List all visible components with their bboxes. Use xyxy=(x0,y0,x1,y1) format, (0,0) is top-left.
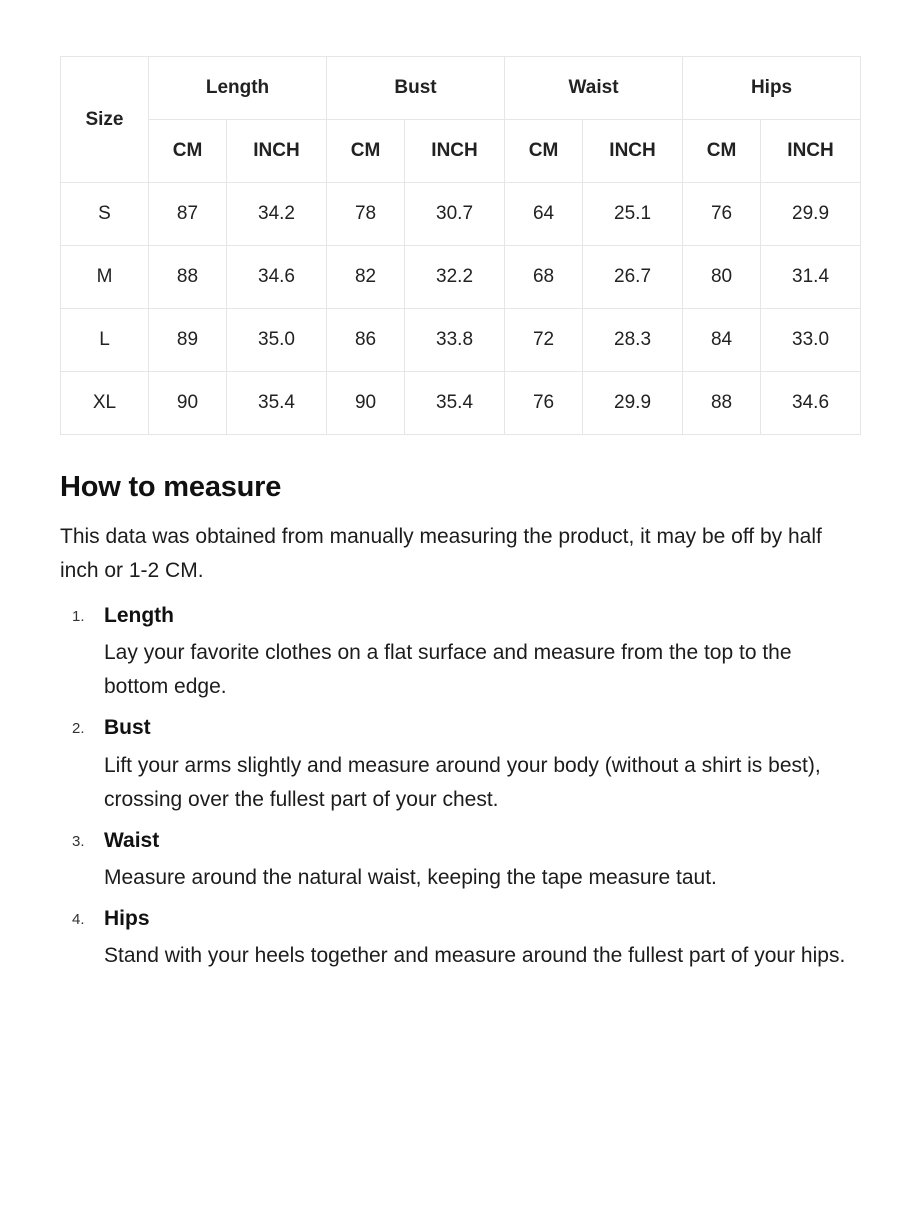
cell-length-cm: 89 xyxy=(149,309,227,372)
cell-length-cm: 90 xyxy=(149,372,227,435)
table-row xyxy=(61,183,861,246)
row-size-label: XL xyxy=(61,372,149,435)
measure-intro-text: This data was obtained from manually measuring the product, it may be off by half inch or 1-2 CM. xyxy=(60,525,822,583)
cell-waist-cm: 64 xyxy=(505,183,583,246)
table-row xyxy=(61,246,861,309)
unit-header-hips-inch: INCH xyxy=(761,120,861,183)
column-group-hips: Hips xyxy=(683,57,861,120)
cell-hips-inch: 31.4 xyxy=(761,246,861,309)
unit-header-waist-inch: INCH xyxy=(583,120,683,183)
cell-length-inch: 35.4 xyxy=(227,372,327,435)
table-row xyxy=(61,309,861,372)
cell-waist-cm: 72 xyxy=(505,309,583,372)
measure-steps-list xyxy=(60,602,860,973)
cell-waist-inch: 26.7 xyxy=(583,246,683,309)
cell-waist-inch: 29.9 xyxy=(583,372,683,435)
table-row xyxy=(61,372,861,435)
column-group-waist: Waist xyxy=(505,57,683,120)
step-body: Lay your favorite clothes on a flat surface and measure from the top to the bottom edge. xyxy=(104,641,792,699)
step-body: Stand with your heels together and measure around the fullest part of your hips. xyxy=(104,944,846,968)
cell-bust-inch: 33.8 xyxy=(405,309,505,372)
cell-hips-inch: 34.6 xyxy=(761,372,861,435)
table-header-units xyxy=(61,120,861,183)
unit-header-length-inch: INCH xyxy=(227,120,327,183)
column-header-size: Size xyxy=(61,57,149,183)
cell-waist-cm: 76 xyxy=(505,372,583,435)
cell-bust-cm: 90 xyxy=(327,372,405,435)
column-group-length: Length xyxy=(149,57,327,120)
unit-header-bust-cm: CM xyxy=(327,120,405,183)
cell-bust-inch: 35.4 xyxy=(405,372,505,435)
list-item xyxy=(104,905,860,973)
size-chart-table xyxy=(60,56,861,435)
list-item xyxy=(104,827,860,895)
cell-hips-cm: 88 xyxy=(683,372,761,435)
step-title: Hips xyxy=(104,907,150,931)
cell-bust-cm: 86 xyxy=(327,309,405,372)
cell-bust-cm: 78 xyxy=(327,183,405,246)
cell-length-cm: 87 xyxy=(149,183,227,246)
cell-hips-cm: 80 xyxy=(683,246,761,309)
cell-length-inch: 35.0 xyxy=(227,309,327,372)
cell-hips-cm: 84 xyxy=(683,309,761,372)
cell-waist-inch: 25.1 xyxy=(583,183,683,246)
unit-header-bust-inch: INCH xyxy=(405,120,505,183)
list-item xyxy=(104,602,860,704)
row-size-label: M xyxy=(61,246,149,309)
cell-bust-inch: 30.7 xyxy=(405,183,505,246)
table-header-groups xyxy=(61,57,861,120)
unit-header-hips-cm: CM xyxy=(683,120,761,183)
step-title: Length xyxy=(104,604,174,628)
cell-waist-cm: 68 xyxy=(505,246,583,309)
step-body: Lift your arms slightly and measure around your body (without a shirt is best), crossing over the fullest part of your chest. xyxy=(104,753,821,811)
column-group-bust: Bust xyxy=(327,57,505,120)
cell-bust-cm: 82 xyxy=(327,246,405,309)
unit-header-length-cm: CM xyxy=(149,120,227,183)
cell-bust-inch: 32.2 xyxy=(405,246,505,309)
step-title: Waist xyxy=(104,828,160,852)
list-item xyxy=(104,714,860,816)
cell-length-cm: 88 xyxy=(149,246,227,309)
row-size-label: L xyxy=(61,309,149,372)
cell-length-inch: 34.6 xyxy=(227,246,327,309)
cell-hips-inch: 33.0 xyxy=(761,309,861,372)
cell-hips-cm: 76 xyxy=(683,183,761,246)
row-size-label: S xyxy=(61,183,149,246)
unit-header-waist-cm: CM xyxy=(505,120,583,183)
cell-hips-inch: 29.9 xyxy=(761,183,861,246)
cell-length-inch: 34.2 xyxy=(227,183,327,246)
page-title: How to measure xyxy=(60,471,282,503)
step-body: Measure around the natural waist, keeping the tape measure taut. xyxy=(104,866,717,890)
cell-waist-inch: 28.3 xyxy=(583,309,683,372)
step-title: Bust xyxy=(104,716,151,740)
